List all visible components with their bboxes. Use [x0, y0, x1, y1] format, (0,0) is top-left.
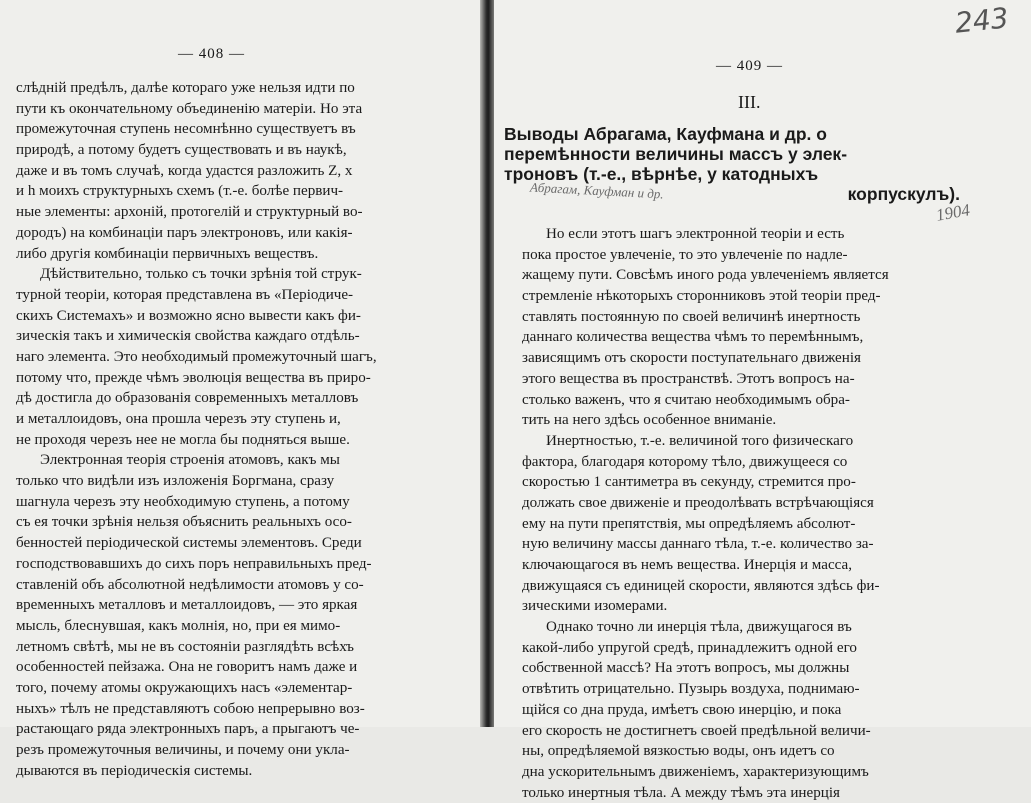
text-line: стремленіе нѣкоторыхъ сторонниковъ этой теоріи пред- [522, 288, 881, 305]
text-line: ны, опредѣляемой вязкостью воды, онъ идетъ со [522, 743, 835, 760]
archive-number: 243 [953, 1, 1011, 40]
text-line: растающаго ряда электронныхъ паръ, а прыгаютъ че- [16, 721, 360, 738]
text-line: шагнула черезъ эту необходимую ступень, а потому [16, 493, 350, 510]
text-line: даннаго количества вещества чѣмъ то перемѣннымъ, [522, 329, 864, 346]
text-line: ные элементы: архоній, протогелій и структурный во- [16, 204, 363, 221]
heading-line: троновъ (т.-е., вѣрнѣе, у катодныхъ [504, 164, 819, 184]
text-line: резъ промежуточныя величины, и почему они укла- [16, 742, 350, 758]
text-line: слѣдній предѣлъ, далѣе котораго уже нельзя идти по [16, 80, 355, 96]
text-line: столько важенъ, что я считаю необходимымъ обра- [522, 391, 850, 408]
text-line: летномъ свѣтѣ, мы не въ состояніи разглядѣть всѣхъ [16, 638, 354, 655]
text-line: ключающагося въ немъ вещества. Инерція и масса, [522, 557, 853, 573]
left-text-block [16, 78, 377, 781]
right-text-block [522, 224, 889, 803]
text-line: пока простое увлеченіе, то это увлеченіе по надле- [522, 246, 848, 263]
text-line: Дѣйствительно, только съ точки зрѣнія той струк- [40, 266, 362, 283]
right-page [494, 0, 1031, 801]
heading-line: корпускулъ). [847, 184, 960, 204]
text-line: дна ускорительнымъ движеніемъ, характеризующимъ [522, 763, 869, 780]
text-line: скихъ Системахъ» и возможно ясно вывести какъ фи- [16, 307, 361, 324]
text-line: скоростью 1 сантиметра въ секунду, стремится про- [522, 474, 856, 491]
text-line: не проходя черезъ нее не могла бы подняться выше. [16, 431, 350, 448]
text-line: ставленій объ абсолютной недѣлимости атомовъ у со- [16, 576, 364, 593]
text-line: ставлять постоянную по своей величинѣ инертность [522, 308, 861, 325]
text-line: дываются въ періодическія системы. [16, 762, 253, 779]
text-line: особенностей пейзажа. Она не говоритъ намъ даже и [16, 659, 358, 676]
text-line: турной теоріи, которая представлена въ «Періодиче- [16, 286, 354, 303]
text-line: мысль, блеснувшая, какъ молнія, но, при ея мимо- [16, 617, 341, 634]
page-number-right: — 409 — [716, 58, 783, 74]
section-number: III. [738, 92, 761, 112]
text-line: должать свое движеніе и преодолѣвать встрѣчающіяся [522, 494, 874, 511]
text-line: и металлоидовъ, она прошла черезъ эту ступень и, [16, 411, 341, 427]
heading-line: Выводы Абрагама, Кауфмана и др. о [504, 124, 827, 144]
text-line: бенностей періодической системы элементовъ. Среди [16, 535, 362, 552]
text-line: и h моихъ структурныхъ схемъ (т.-е. болѣе первич- [16, 183, 344, 200]
left-page [0, 0, 480, 779]
page-number-left: — 408 — [178, 46, 245, 62]
text-line: зависящимъ отъ скорости поступательнаго движенія [522, 350, 861, 367]
text-line: фактора, благодаря которому тѣло, движущееся со [522, 453, 848, 470]
book-gutter [480, 0, 494, 727]
text-line: собственной массѣ? На этотъ вопросъ, мы должны [522, 660, 850, 677]
handwritten-date: 1904 [934, 200, 972, 225]
text-line: зическія такъ и химическія свойства каждаго отдѣль- [16, 328, 360, 345]
text-line: Однако точно ли инерція тѣла, движущагося въ [546, 619, 852, 636]
text-line: ему на пути препятствія, мы опредѣляемъ абсолют- [522, 515, 856, 532]
text-line: движущаяся съ единицей скорости, являются здѣсь фи- [522, 577, 880, 594]
text-line: пути къ окончательному объединенію матеріи. Но эта [16, 100, 363, 117]
text-line: этого вещества въ пространствѣ. Этотъ вопросъ на- [522, 370, 855, 387]
text-line: только что видѣли изъ изложенія Боргмана, сразу [16, 473, 335, 490]
text-line: временныхъ металловъ и металлоидовъ, — это яркая [16, 597, 358, 614]
text-line: того, почему атомы окружающихъ насъ «элементар- [16, 679, 353, 696]
text-line: природѣ, а потому будетъ существовать и въ наукѣ, [16, 142, 347, 159]
text-line: съ ея точки зрѣнія нельзя объяснить реальныхъ осо- [16, 514, 352, 531]
text-line: какой-либо упругой средѣ, принадлежитъ одной его [522, 639, 857, 656]
text-line: промежуточная ступень несомнѣнно существуетъ въ [16, 121, 356, 138]
text-line: зическими изомерами. [522, 598, 668, 615]
text-line: ную величину массы даннаго тѣла, т.-е. количество за- [522, 536, 874, 553]
text-line: жащему пути. Совсѣмъ иного рода увлеченіемъ является [522, 267, 889, 284]
heading-line: перемѣнности величины массъ у элек- [504, 144, 848, 164]
text-line: тить на него здѣсь особенное вниманіе. [522, 412, 777, 429]
text-line: Электронная теорія строенія атомовъ, какъ мы [40, 452, 340, 469]
text-line: его скорость не достигнетъ своей предѣльной величи- [522, 722, 871, 739]
text-line: Но если этотъ шагъ электронной теоріи и есть [546, 226, 845, 242]
text-line: только инертныя тѣла. А между тѣмъ эта инерція [522, 784, 840, 801]
text-line: Инертностью, т.-е. величиной того физическаго [546, 432, 854, 449]
text-line: дородъ) на комбинаціи паръ электроновъ, или какія- [16, 224, 353, 241]
text-line: ныхъ» тѣлъ не представляютъ собою непрерывно воз- [16, 700, 365, 717]
text-line: господствовавшихъ до сихъ поръ неправильныхъ пред- [16, 555, 372, 572]
text-line: либо другія комбинаціи первичныхъ веществъ. [16, 245, 319, 262]
text-line: даже и въ томъ случаѣ, когда удастся разложить Z, x [16, 162, 353, 179]
text-line: дѣ достигла до образованія современныхъ металловъ [16, 390, 359, 407]
text-line: щійся со дна пруда, имѣетъ свою инерцію, и пока [522, 701, 842, 718]
text-line: наго элемента. Это необходимый промежуточный шагъ, [16, 348, 377, 365]
text-line: отвѣтить отрицательно. Пузырь воздуха, поднимаю- [522, 681, 860, 698]
text-line: потому что, прежде чѣмъ эволюція вещества въ приро- [16, 369, 371, 386]
handwritten-annotation: Абрагам, Кауфман и др. [529, 179, 665, 202]
